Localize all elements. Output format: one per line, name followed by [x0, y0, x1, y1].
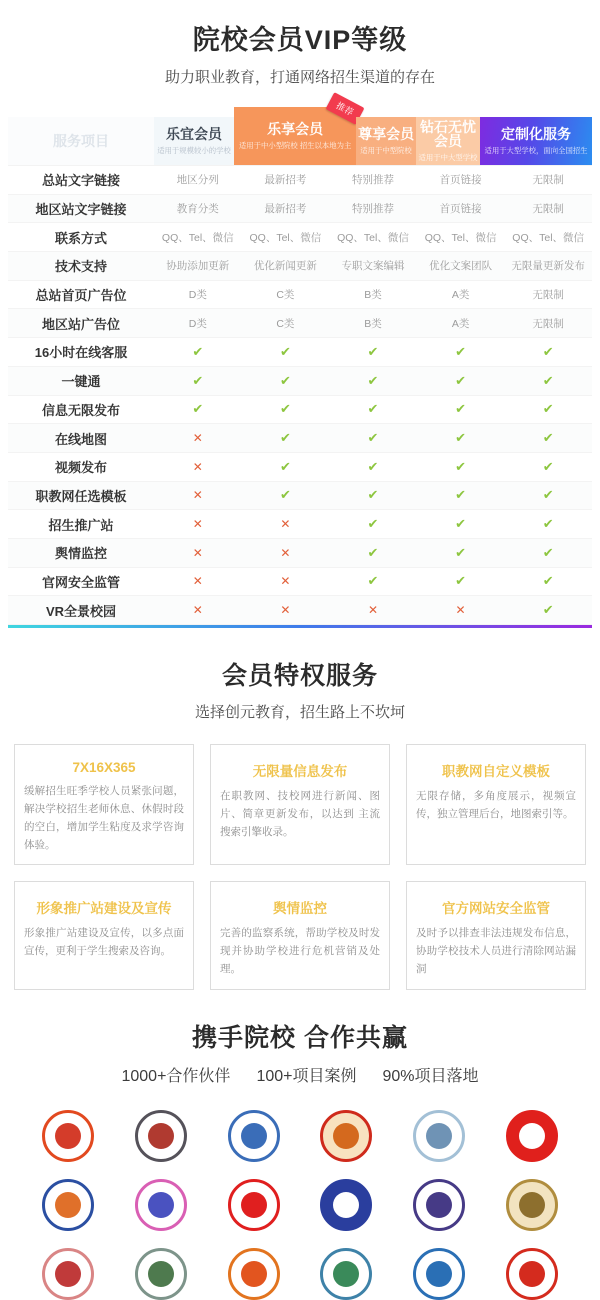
feature-cell	[242, 517, 330, 531]
privileges-section-subtitle: 选择创元教育，招生路上不坎坷	[194, 704, 405, 721]
feature-cell	[154, 431, 242, 445]
feature-cell: 协助添加更新	[166, 260, 230, 273]
check-icon: ✔	[542, 544, 554, 560]
feature-cell: 优化新闻更新	[253, 260, 317, 273]
school-emblem-icon	[42, 1179, 94, 1231]
emblem-motif	[55, 1261, 81, 1287]
privilege-card-body: 完善的监察系统，帮助学校及时发现并协助学校进行危机营销及处理。	[220, 927, 380, 976]
check-icon: ✔	[542, 487, 554, 503]
feature-cell	[504, 401, 592, 417]
check-icon: ✔	[279, 487, 291, 503]
check-icon: ✔	[542, 372, 554, 388]
emblem-motif	[241, 1123, 267, 1149]
check-icon: ✔	[542, 516, 554, 532]
feature-cell	[154, 460, 242, 474]
check-icon: ✔	[542, 573, 554, 589]
privilege-card-title: 形象推广站建设及宣传	[36, 901, 172, 917]
check-icon: ✔	[192, 401, 204, 417]
check-icon: ✔	[367, 401, 379, 417]
check-icon: ✔	[455, 573, 467, 589]
feature-cell: 无限制	[532, 203, 564, 216]
feature-cell	[329, 573, 417, 589]
school-emblem-icon	[228, 1110, 280, 1162]
feature-cell: D类	[188, 317, 207, 330]
feature-cell	[417, 373, 505, 389]
partner-stat: 90%项目落地	[382, 1067, 479, 1085]
feature-cell: D类	[188, 289, 207, 302]
plan-column-header	[480, 117, 592, 165]
feature-cell: A类	[451, 317, 470, 330]
table-row	[8, 223, 592, 252]
privilege-card-title: 无限量信息发布	[252, 764, 348, 779]
cross-icon: ✕	[367, 603, 379, 618]
check-icon: ✔	[279, 458, 291, 474]
feature-cell: QQ、Tel、微信	[512, 231, 585, 244]
check-icon: ✔	[455, 544, 467, 560]
table-row	[8, 309, 592, 338]
feature-cell	[329, 401, 417, 417]
row-label: 在线地图	[54, 431, 107, 447]
feature-cell: C类	[276, 317, 295, 330]
feature-cell	[504, 516, 592, 532]
school-emblem-icon	[320, 1110, 372, 1162]
check-icon: ✔	[367, 343, 379, 359]
feature-cell	[504, 430, 592, 446]
plan-description: 适用于大型学校，面向全国招生	[484, 145, 588, 155]
school-emblem-icon	[228, 1179, 280, 1231]
feature-cell: 最新招考	[264, 174, 307, 187]
plan-description: 适用于中小型院校 招生以本地为主	[238, 140, 352, 150]
feature-cell	[242, 344, 330, 360]
feature-cell	[329, 545, 417, 561]
feature-cell	[417, 516, 505, 532]
privilege-card	[14, 744, 194, 865]
privilege-card-title: 官方网站安全监管	[442, 901, 550, 917]
emblem-motif	[519, 1123, 545, 1149]
check-icon: ✔	[542, 602, 554, 618]
row-label: 地区站广告位	[41, 316, 120, 332]
emblem-motif	[333, 1123, 359, 1149]
row-label: 信息无限发布	[41, 402, 120, 418]
plan-description: 适用于中型院校	[360, 145, 412, 155]
plan-description: 适用于中大型学校	[418, 152, 478, 162]
row-label: VR全景校园	[45, 603, 117, 619]
feature-cell	[242, 373, 330, 389]
check-icon: ✔	[192, 343, 204, 359]
feature-cell	[154, 373, 242, 389]
page-title: 院校会员VIP等级	[192, 25, 408, 55]
feature-cell: 特别推荐	[351, 203, 394, 216]
emblem-motif	[426, 1123, 452, 1149]
privilege-card	[14, 881, 194, 990]
feature-cell: QQ、Tel、微信	[424, 231, 497, 244]
feature-cell: QQ、Tel、微信	[337, 231, 409, 244]
check-icon: ✔	[279, 430, 291, 446]
feature-cell	[154, 546, 242, 560]
check-icon: ✔	[367, 487, 379, 503]
privilege-card-body: 形象推广站建设及宣传，以多点面宣传，更利于学生搜索及咨询。	[24, 927, 184, 958]
recommend-badge: 推荐	[326, 92, 365, 125]
feature-cell: 无限制	[532, 317, 564, 330]
table-row	[8, 596, 592, 625]
check-icon: ✔	[455, 343, 467, 359]
school-emblem-icon	[413, 1179, 465, 1231]
plan-column-header	[416, 117, 480, 165]
check-icon: ✔	[455, 372, 467, 388]
feature-cell: B类	[364, 289, 382, 302]
row-label: 视频发布	[54, 460, 107, 476]
school-emblem-icon	[42, 1248, 94, 1300]
row-label: 一键通	[61, 374, 101, 390]
school-emblem-icon	[506, 1248, 558, 1300]
table-bottom-gradient	[8, 625, 592, 628]
check-icon: ✔	[367, 544, 379, 560]
row-label: 总站首页广告位	[35, 288, 127, 304]
privilege-card-title: 舆情监控	[273, 901, 327, 917]
partner-logos-grid	[22, 1110, 578, 1300]
plan-description: 适用于规模较小的学校	[157, 145, 231, 155]
feature-cell: 首页链接	[439, 174, 482, 187]
feature-cell	[242, 603, 330, 617]
feature-cell	[504, 344, 592, 360]
table-row	[8, 195, 592, 224]
plan-name: 钻石无忧会员	[420, 118, 476, 149]
emblem-motif	[519, 1192, 545, 1218]
feature-cell: 地区分列	[176, 174, 219, 187]
privileges-section-title: 会员特权服务	[221, 662, 378, 690]
table-header-row	[8, 100, 592, 165]
school-emblem-icon	[228, 1248, 280, 1300]
emblem-motif	[148, 1261, 174, 1287]
emblem-motif	[519, 1261, 545, 1287]
feature-cell	[329, 487, 417, 503]
check-icon: ✔	[455, 430, 467, 446]
school-emblem-icon	[506, 1179, 558, 1231]
plan-column-header	[234, 100, 356, 165]
privilege-card-body: 及时予以排查非法违规发布信息，协助学校技术人员进行清除网站漏洞	[416, 927, 576, 976]
emblem-motif	[241, 1192, 267, 1218]
page	[0, 18, 600, 1300]
cross-icon: ✕	[280, 574, 291, 589]
check-icon: ✔	[455, 458, 467, 474]
check-icon: ✔	[367, 516, 379, 532]
plan-name: 定制化服务	[501, 125, 571, 142]
plan-name: 乐享会员	[267, 120, 324, 137]
feature-cell	[329, 373, 417, 389]
table-row	[8, 510, 592, 539]
feature-cell	[417, 545, 505, 561]
feature-cell	[154, 574, 242, 588]
feature-cell: B类	[364, 317, 382, 330]
check-icon: ✔	[279, 372, 291, 388]
table-row	[8, 453, 592, 482]
check-icon: ✔	[542, 430, 554, 446]
feature-cell: 优化文案团队	[429, 260, 493, 273]
privilege-card	[210, 881, 390, 990]
check-icon: ✔	[367, 372, 379, 388]
feature-cell: QQ、Tel、微信	[249, 231, 322, 244]
check-icon: ✔	[455, 401, 467, 417]
feature-cell	[154, 603, 242, 617]
check-icon: ✔	[542, 401, 554, 417]
cross-icon: ✕	[280, 603, 291, 618]
table-row	[8, 252, 592, 281]
cross-icon: ✕	[192, 517, 203, 532]
feature-cell	[504, 602, 592, 618]
comparison-rows	[8, 165, 592, 625]
row-label: 16小时在线客服	[34, 345, 128, 361]
feature-cell	[242, 487, 330, 503]
check-icon: ✔	[279, 401, 291, 417]
school-emblem-icon	[135, 1179, 187, 1231]
partner-stat: 100+项目案例	[256, 1067, 357, 1085]
school-emblem-icon	[320, 1248, 372, 1300]
service-column-header: 服务项目	[8, 117, 154, 165]
feature-cell: 无限制	[532, 289, 564, 302]
check-icon: ✔	[367, 573, 379, 589]
row-label: 招生推广站	[48, 517, 114, 533]
cross-icon: ✕	[192, 603, 203, 618]
table-row	[8, 166, 592, 195]
table-row	[8, 338, 592, 367]
cross-icon: ✕	[192, 459, 203, 474]
feature-cell: A类	[451, 289, 470, 302]
feature-cell	[417, 603, 505, 617]
privilege-card	[406, 881, 586, 990]
partner-stat: 1000+合作伙伴	[121, 1067, 231, 1085]
vip-comparison-table	[8, 100, 592, 628]
feature-cell: 特别推荐	[351, 174, 394, 187]
feature-cell	[504, 373, 592, 389]
cross-icon: ✕	[192, 545, 203, 560]
plan-column-header	[356, 117, 416, 165]
privilege-card-body: 在职教网、技校网进行新闻、图片、简章更新发布，以达到 主流搜索引擎收录。	[220, 790, 380, 838]
feature-cell: QQ、Tel、微信	[161, 231, 234, 244]
check-icon: ✔	[192, 372, 204, 388]
school-emblem-icon	[413, 1110, 465, 1162]
feature-cell	[504, 545, 592, 561]
feature-cell	[417, 344, 505, 360]
table-row	[8, 424, 592, 453]
plan-name: 乐宜会员	[166, 125, 222, 142]
cross-icon: ✕	[280, 517, 291, 532]
feature-cell	[504, 487, 592, 503]
feature-cell: 教育分类	[176, 203, 219, 216]
emblem-motif	[55, 1123, 81, 1149]
check-icon: ✔	[279, 343, 291, 359]
school-emblem-icon	[42, 1110, 94, 1162]
row-label: 地区站文字链接	[35, 202, 127, 218]
cross-icon: ✕	[192, 574, 203, 589]
table-row	[8, 482, 592, 511]
feature-cell	[504, 459, 592, 475]
row-label: 总站文字链接	[41, 173, 120, 189]
table-row	[8, 396, 592, 425]
feature-cell	[329, 603, 417, 617]
privilege-card-title: 7X16X365	[72, 760, 136, 775]
check-icon: ✔	[542, 343, 554, 359]
feature-cell: 专职文案编辑	[341, 260, 405, 273]
feature-cell	[329, 344, 417, 360]
school-emblem-icon	[135, 1248, 187, 1300]
row-label: 职教网任选模板	[35, 488, 127, 504]
feature-cell	[417, 573, 505, 589]
plan-name: 尊享会员	[358, 125, 415, 142]
privilege-card-body: 缓解招生旺季学校人员紧张问题，解决学校招生老师休息、休假时段的空白，增加学生粘度及求学咨询体验。	[24, 785, 184, 851]
privilege-card-body: 无限存储，多角度展示，视频宣传，独立管理后台，地图索引等。	[416, 790, 576, 820]
emblem-motif	[426, 1192, 452, 1218]
privilege-cards-grid	[14, 744, 586, 990]
feature-cell	[329, 430, 417, 446]
feature-cell: 最新招考	[264, 203, 307, 216]
check-icon: ✔	[367, 430, 379, 446]
feature-cell	[329, 516, 417, 532]
table-row	[8, 568, 592, 597]
school-emblem-icon	[320, 1179, 372, 1231]
feature-cell	[329, 459, 417, 475]
row-label: 舆情监控	[54, 546, 107, 562]
emblem-motif	[241, 1261, 267, 1287]
emblem-motif	[148, 1123, 174, 1149]
privilege-card	[406, 744, 586, 865]
emblem-motif	[148, 1192, 174, 1218]
cross-icon: ✕	[280, 545, 291, 560]
table-row	[8, 367, 592, 396]
feature-cell	[504, 573, 592, 589]
row-label: 联系方式	[54, 230, 107, 246]
feature-cell	[417, 401, 505, 417]
feature-cell: 无限量更新发布	[511, 260, 585, 273]
school-emblem-icon	[506, 1110, 558, 1162]
check-icon: ✔	[455, 516, 467, 532]
feature-cell	[417, 487, 505, 503]
feature-cell	[154, 344, 242, 360]
partner-stats	[0, 1063, 600, 1086]
privilege-card	[210, 744, 390, 865]
check-icon: ✔	[367, 458, 379, 474]
cross-icon: ✕	[455, 603, 466, 618]
emblem-motif	[333, 1192, 359, 1218]
feature-cell: 首页链接	[439, 203, 482, 216]
feature-cell	[242, 574, 330, 588]
table-row	[8, 539, 592, 568]
cross-icon: ✕	[192, 431, 203, 446]
page-subtitle: 助力职业教育，打通网络招生渠道的存在	[164, 69, 435, 86]
feature-cell	[242, 546, 330, 560]
row-label: 技术支持	[54, 259, 107, 275]
table-row	[8, 281, 592, 310]
feature-cell	[417, 459, 505, 475]
emblem-motif	[55, 1192, 81, 1218]
cross-icon: ✕	[192, 488, 203, 503]
feature-cell	[154, 401, 242, 417]
school-emblem-icon	[413, 1248, 465, 1300]
feature-cell	[242, 459, 330, 475]
privilege-card-title: 职教网自定义模板	[442, 764, 550, 779]
feature-cell: C类	[276, 289, 295, 302]
school-emblem-icon	[135, 1110, 187, 1162]
check-icon: ✔	[542, 458, 554, 474]
partners-section-title: 携手院校 合作共赢	[192, 1023, 408, 1052]
plan-column-header	[154, 117, 234, 165]
feature-cell	[154, 488, 242, 502]
feature-cell	[242, 401, 330, 417]
feature-cell	[242, 430, 330, 446]
emblem-motif	[333, 1261, 359, 1287]
feature-cell: 无限制	[532, 174, 564, 187]
feature-cell	[154, 517, 242, 531]
emblem-motif	[426, 1261, 452, 1287]
row-label: 官网安全监管	[41, 574, 120, 590]
check-icon: ✔	[455, 487, 467, 503]
feature-cell	[417, 430, 505, 446]
